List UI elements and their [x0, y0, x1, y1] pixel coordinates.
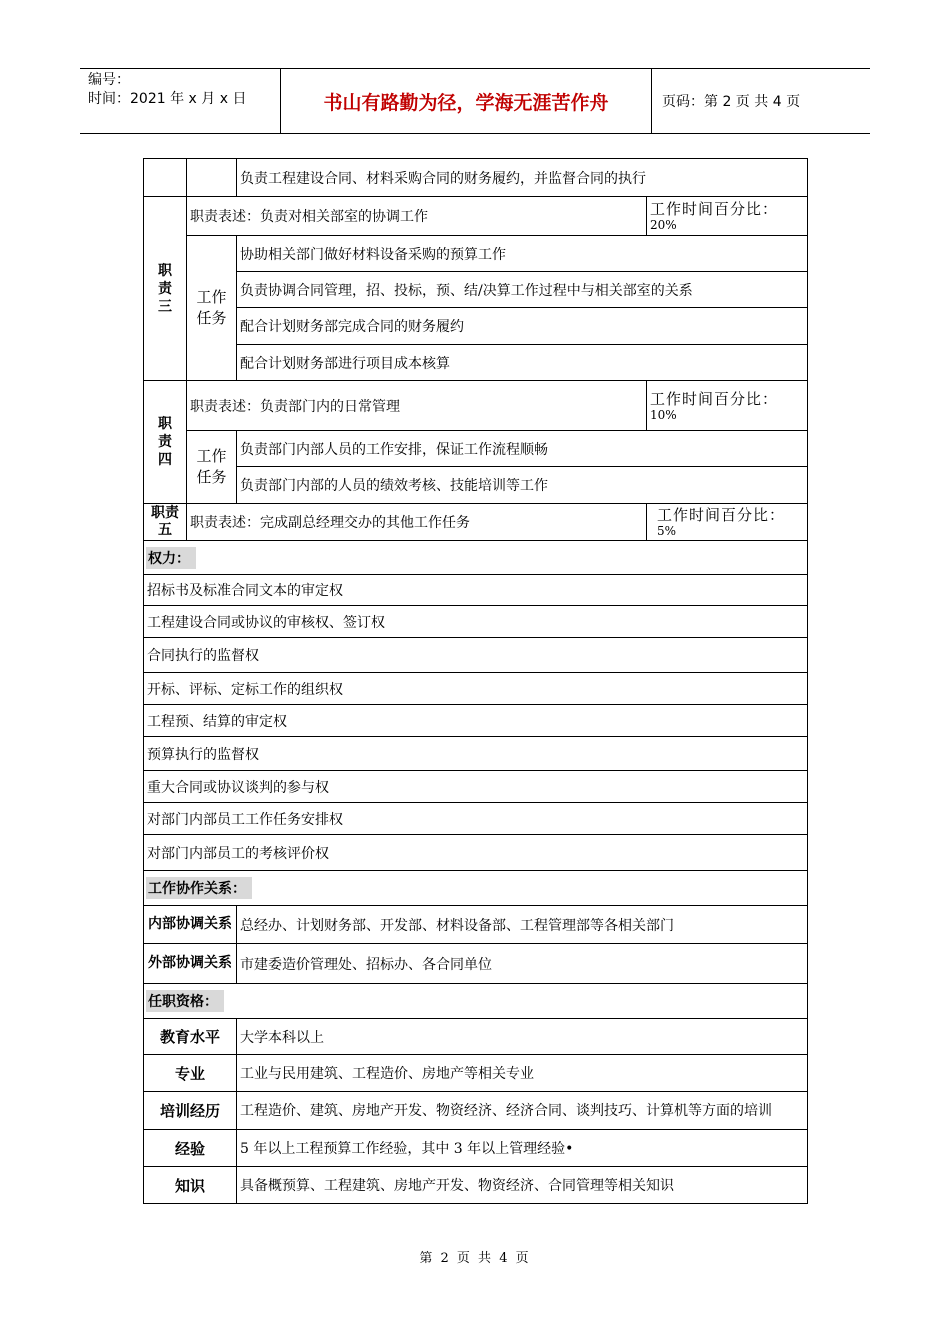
qualification-label-major: 专业	[144, 1055, 237, 1092]
duty-three-task-label: 工作任务	[187, 236, 237, 381]
qualification-value-training: 工程造价、建筑、房地产开发、物资经济、经济合同、谈判技巧、计算机等方面的培训	[237, 1092, 808, 1130]
duty-three-task-row	[144, 308, 808, 345]
duty-four-description: 职责表述：负责部门内的日常管理	[187, 381, 647, 431]
authority-row	[144, 835, 808, 871]
page-footer: 第 2 页 共 4 页	[419, 1251, 531, 1266]
header-left	[80, 69, 280, 133]
qualification-row	[144, 1019, 808, 1055]
qualification-value-education: 大学本科以上	[237, 1019, 808, 1055]
duty-three-percent-title: 工作时间百分比：	[650, 200, 779, 218]
duty-five-percent-value: 5%	[657, 524, 677, 538]
duty-three-task-1: 协助相关部门做好材料设备采购的预算工作	[237, 236, 808, 272]
document-number-label: 编号：	[88, 72, 130, 88]
authority-item-3: 合同执行的监督权	[144, 638, 808, 673]
authority-item-7: 重大合同或协议谈判的参与权	[144, 771, 808, 803]
authority-item-1: 招标书及标准合同文本的审定权	[144, 575, 808, 606]
duty-five-row	[144, 504, 808, 541]
authority-row	[144, 673, 808, 705]
duty-four-task-label: 工作任务	[187, 431, 237, 504]
duty-three-label: 职责三	[144, 197, 187, 381]
duty-three-task-row	[144, 236, 808, 272]
authority-title: 权力：	[146, 547, 196, 569]
authority-item-6: 预算执行的监督权	[144, 737, 808, 771]
duty-four-task-row	[144, 467, 808, 504]
authority-item-2: 工程建设合同或协议的审核权、签订权	[144, 606, 808, 638]
qualification-value-knowledge: 具备概预算、工程建筑、房地产开发、物资经济、合同管理等相关知识	[237, 1167, 808, 1204]
authority-row	[144, 575, 808, 606]
authority-row	[144, 606, 808, 638]
qualification-row	[144, 1130, 808, 1167]
qualification-row	[144, 1167, 808, 1204]
internal-relations-value: 总经办、计划财务部、开发部、材料设备部、工程管理部等各相关部门	[237, 906, 808, 944]
duty-three-task-row	[144, 272, 808, 308]
duty-four-percent-title: 工作时间百分比：	[650, 389, 779, 408]
authority-item-5: 工程预、结算的审定权	[144, 705, 808, 737]
duty-three-task-3: 配合计划财务部完成合同的财务履约	[237, 308, 808, 345]
duty-four-description-row	[144, 381, 808, 431]
duty-five-percent-title: 工作时间百分比：	[657, 506, 786, 524]
duty-four-task-2: 负责部门内部的人员的绩效考核、技能培训等工作	[237, 467, 808, 504]
page-header	[80, 68, 870, 134]
duty-two-task-label-cell	[187, 159, 237, 197]
authority-row	[144, 771, 808, 803]
duty-four-percent-value: 10%	[650, 407, 677, 422]
authority-row	[144, 705, 808, 737]
qualification-row	[144, 1092, 808, 1130]
duty-five-label: 职责五	[144, 504, 187, 541]
duty-two-label-cell	[144, 159, 187, 197]
authority-row	[144, 737, 808, 771]
qualification-row	[144, 1055, 808, 1092]
qualifications-title: 任职资格：	[146, 990, 224, 1012]
duty-three-description: 职责表述：负责对相关部室的协调工作	[187, 197, 647, 236]
qualification-label-training: 培训经历	[144, 1092, 237, 1130]
duty-three-task-4: 配合计划财务部进行项目成本核算	[237, 345, 808, 381]
duty-three-task-2: 负责协调合同管理，招、投标，预、结/决算工作过程中与相关部室的关系	[237, 272, 808, 308]
duty-two-tail-row	[144, 159, 808, 197]
duty-two-task: 负责工程建设合同、材料采购合同的财务履约，并监督合同的执行	[237, 159, 808, 197]
authority-row	[144, 638, 808, 673]
duty-three-description-row	[144, 197, 808, 236]
qualification-label-knowledge: 知识	[144, 1167, 237, 1204]
duty-five-percent	[647, 504, 808, 541]
external-relations-row	[144, 944, 808, 984]
duty-three-task-row	[144, 345, 808, 381]
qualifications-section-header	[144, 984, 808, 1019]
qualification-label-experience: 经验	[144, 1130, 237, 1167]
qualification-label-education: 教育水平	[144, 1019, 237, 1055]
authority-item-4: 开标、评标、定标工作的组织权	[144, 673, 808, 705]
header-page-info: 页码：第 2 页 共 4 页	[662, 94, 801, 110]
external-relations-value: 市建委造价管理处、招标办、各合同单位	[237, 944, 808, 984]
job-description-table	[143, 158, 808, 1204]
header-motto: 书山有路勤为径，学海无涯苦作舟	[280, 69, 652, 133]
internal-relations-label: 内部协调关系	[144, 906, 237, 944]
authority-item-9: 对部门内部员工的考核评价权	[144, 835, 808, 871]
document-date: 时间：2021 年 x 月 x 日	[88, 91, 247, 107]
authority-item-8: 对部门内部员工工作任务安排权	[144, 803, 808, 835]
authority-section-header	[144, 541, 808, 575]
duty-five-description: 职责表述：完成副总经理交办的其他工作任务	[187, 504, 647, 541]
external-relations-label: 外部协调关系	[144, 944, 237, 984]
duty-three-percent-value: 20%	[650, 218, 677, 232]
duty-four-task-row	[144, 431, 808, 467]
relations-title: 工作协作关系：	[146, 877, 252, 899]
qualification-value-experience: 5 年以上工程预算工作经验，其中 3 年以上管理经验•	[237, 1130, 808, 1167]
qualification-value-major: 工业与民用建筑、工程造价、房地产等相关专业	[237, 1055, 808, 1092]
duty-four-task-1: 负责部门内部人员的工作安排，保证工作流程顺畅	[237, 431, 808, 467]
authority-row	[144, 803, 808, 835]
relations-section-header	[144, 871, 808, 906]
internal-relations-row	[144, 906, 808, 944]
duty-three-percent	[647, 197, 808, 236]
duty-four-percent	[647, 381, 808, 431]
duty-four-label: 职责四	[144, 381, 187, 504]
